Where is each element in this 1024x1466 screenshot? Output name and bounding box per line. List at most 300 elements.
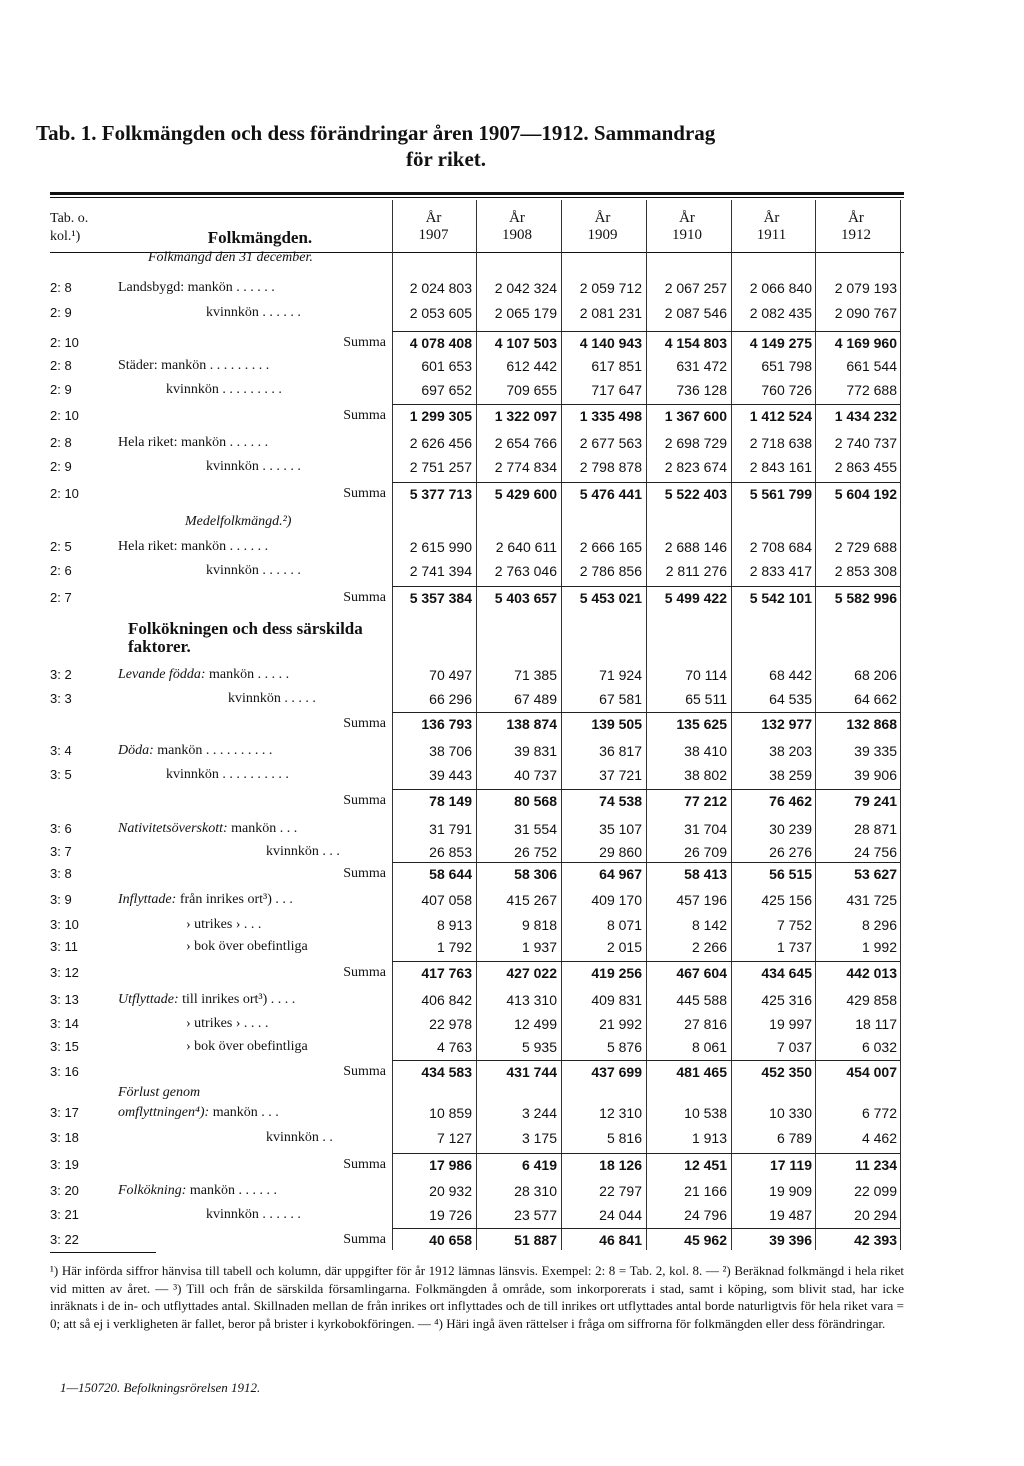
value-cell: 2 751 257 <box>409 459 472 475</box>
value-cell: 66 296 <box>429 691 472 707</box>
row-label-italic: Levande födda: <box>118 667 206 682</box>
value-cell: 2 708 684 <box>749 539 812 555</box>
value-cell: 36 817 <box>599 743 642 759</box>
value-cell: 64 535 <box>769 691 812 707</box>
summa-label: Summa <box>343 793 386 808</box>
row-label-italic: Inflyttade: <box>118 892 177 907</box>
value-cell: 2 640 611 <box>495 539 557 555</box>
value-cell: 74 538 <box>599 793 642 809</box>
value-cell: 1 913 <box>691 1130 727 1146</box>
value-cell: 4 140 943 <box>579 335 642 351</box>
value-cell: 1 322 097 <box>494 408 557 424</box>
value-cell: 5 522 403 <box>664 486 727 502</box>
value-cell: 413 310 <box>506 992 557 1008</box>
value-cell: 76 462 <box>769 793 812 809</box>
value-cell: 58 306 <box>514 866 557 882</box>
value-cell: 454 007 <box>846 1064 897 1080</box>
value-cell: 39 443 <box>429 767 472 783</box>
value-cell: 136 793 <box>421 716 472 732</box>
value-cell: 434 583 <box>421 1064 472 1080</box>
value-cell: 5 453 021 <box>579 590 642 606</box>
value-cell: 429 858 <box>846 992 897 1008</box>
value-cell: 2 654 766 <box>494 435 557 451</box>
value-cell: 38 203 <box>769 743 812 759</box>
value-cell: 4 763 <box>436 1039 472 1055</box>
value-cell: 8 296 <box>861 917 897 933</box>
value-cell: 2 015 <box>606 939 642 955</box>
section-heading: Folkökningen och dess särskilda faktorer. <box>128 619 363 656</box>
value-cell: 2 741 394 <box>409 563 472 579</box>
row-label: › utrikes › . . . <box>186 917 262 932</box>
value-cell: 617 851 <box>591 358 642 374</box>
value-cell: 2 763 046 <box>494 563 557 579</box>
value-cell: 78 149 <box>429 793 472 809</box>
value-cell: 58 644 <box>429 866 472 882</box>
value-cell: 71 385 <box>514 667 557 683</box>
summa-label: Summa <box>343 1157 386 1172</box>
kol-ref: 3: 7 <box>50 844 72 859</box>
value-cell: 2 053 605 <box>409 305 472 321</box>
row-label-rest: mankön . . . . . . <box>186 1183 278 1198</box>
year-header-1912 <box>815 210 897 244</box>
value-cell: 427 022 <box>506 965 557 981</box>
row-label: Hela riket: mankön . . . . . . <box>118 435 269 450</box>
value-cell: 38 410 <box>684 743 727 759</box>
value-cell: 65 511 <box>685 691 727 707</box>
year-header-1907 <box>395 210 472 244</box>
value-cell: 2 067 257 <box>664 280 727 296</box>
value-cell: 409 170 <box>591 892 642 908</box>
folkmangden-header: Folkmängden. <box>207 228 313 247</box>
value-cell: 736 128 <box>676 382 727 398</box>
value-cell: 18 126 <box>599 1157 642 1173</box>
value-cell: 5 816 <box>606 1130 642 1146</box>
row-label: › utrikes › . . . . <box>186 1016 269 1031</box>
value-cell: 2 081 231 <box>579 305 642 321</box>
kol-ref: 2: 9 <box>50 459 72 474</box>
row-label <box>118 740 388 762</box>
row-label-italic: Utflyttade: <box>118 992 179 1007</box>
value-cell: 18 117 <box>855 1016 897 1032</box>
value-cell: 612 442 <box>506 358 557 374</box>
value-cell: 4 107 503 <box>494 335 557 351</box>
value-cell: 56 515 <box>769 866 812 882</box>
value-cell: 12 451 <box>684 1157 727 1173</box>
value-cell: 70 497 <box>429 667 472 683</box>
value-cell: 11 234 <box>854 1157 897 1173</box>
value-cell: 1 792 <box>436 939 472 955</box>
value-cell: 6 419 <box>521 1157 557 1173</box>
value-cell: 5 935 <box>521 1039 557 1055</box>
value-cell: 2 729 688 <box>834 539 897 555</box>
row-label <box>118 1102 388 1124</box>
value-cell: 457 196 <box>676 892 727 908</box>
kol-ref: 3: 15 <box>50 1039 79 1054</box>
kol-ref: 3: 9 <box>50 892 72 907</box>
value-cell: 19 909 <box>769 1183 812 1199</box>
value-cell: 661 544 <box>846 358 897 374</box>
value-cell: 132 977 <box>761 716 812 732</box>
summa-label: Summa <box>343 590 386 605</box>
row-label: kvinnkön . . . . . . <box>206 305 301 320</box>
value-cell: 434 645 <box>761 965 812 981</box>
value-cell: 601 653 <box>421 358 472 374</box>
value-cell: 2 024 803 <box>409 280 472 296</box>
kol-ref: 3: 10 <box>50 917 79 932</box>
value-cell: 21 992 <box>599 1016 642 1032</box>
kol-ref: 3: 18 <box>50 1130 79 1145</box>
value-cell: 407 058 <box>421 892 472 908</box>
value-cell: 24 044 <box>599 1207 642 1223</box>
year-header-ar-label: År <box>509 210 525 226</box>
summa-label: Summa <box>343 1232 386 1247</box>
kol-ref: 2: 10 <box>50 335 79 350</box>
value-cell: 2 666 165 <box>579 539 642 555</box>
value-cell: 419 256 <box>591 965 642 981</box>
value-cell: 409 831 <box>591 992 642 1008</box>
value-cell: 39 396 <box>769 1232 812 1248</box>
value-cell: 38 259 <box>769 767 812 783</box>
value-cell: 5 542 101 <box>749 590 812 606</box>
row-label: Landsbygd: mankön . . . . . . <box>118 280 275 295</box>
row-label: Folkmängd den 31 december. <box>148 250 313 265</box>
value-cell: 19 726 <box>429 1207 472 1223</box>
summa-rule <box>392 404 900 405</box>
value-cell: 2 066 840 <box>749 280 812 296</box>
kol-ref: 2: 9 <box>50 382 72 397</box>
row-label-italic: omflyttningen⁴): <box>118 1105 210 1120</box>
kol-ref: 2: 9 <box>50 305 72 320</box>
kol-ref: 3: 21 <box>50 1207 79 1222</box>
kol-ref: 2: 10 <box>50 408 79 423</box>
summa-label: Summa <box>343 335 386 350</box>
imprint: 1—150720. Befolkningsrörelsen 1912. <box>60 1380 261 1395</box>
value-cell: 17 119 <box>769 1157 812 1173</box>
value-cell: 51 887 <box>514 1232 557 1248</box>
row-label <box>118 818 388 840</box>
value-cell: 35 107 <box>599 821 642 837</box>
value-cell: 2 833 417 <box>749 563 812 579</box>
year-header-1908 <box>477 210 557 244</box>
value-cell: 481 465 <box>676 1064 727 1080</box>
header-top-rule <box>50 192 904 195</box>
value-cell: 28 871 <box>854 821 897 837</box>
year-header-ar-label: År <box>425 210 442 226</box>
value-cell: 67 489 <box>514 691 557 707</box>
kol-ref: 3: 20 <box>50 1183 79 1198</box>
row-label: kvinnkön . . . . . . . . . . <box>166 767 289 782</box>
row-label-italic: Nativitetsöverskott: <box>118 821 228 836</box>
value-cell: 2 786 856 <box>579 563 642 579</box>
value-cell: 2 079 193 <box>834 280 897 296</box>
column-divider <box>392 200 393 1250</box>
value-cell: 9 818 <box>521 917 557 933</box>
row-label: kvinnkön . . <box>266 1130 333 1145</box>
value-cell: 39 906 <box>854 767 897 783</box>
value-cell: 2 059 712 <box>579 280 642 296</box>
value-cell: 2 087 546 <box>664 305 727 321</box>
value-cell: 26 853 <box>429 844 472 860</box>
row-label <box>118 664 388 686</box>
kol-header: Tab. o. kol.¹) <box>50 211 89 244</box>
value-cell: 8 071 <box>606 917 642 933</box>
kol-ref: 3: 8 <box>50 866 72 881</box>
value-cell: 717 647 <box>591 382 642 398</box>
value-cell: 1 367 600 <box>664 408 727 424</box>
row-label: › bok över obefintliga <box>186 1039 308 1054</box>
value-cell: 697 652 <box>421 382 472 398</box>
value-cell: 651 798 <box>761 358 812 374</box>
value-cell: 17 986 <box>429 1157 472 1173</box>
row-label-rest: till inrikes ort³) . . . . <box>178 992 296 1007</box>
summa-rule <box>392 482 900 483</box>
header-top-rule-thin <box>50 197 904 198</box>
year-header-value: 1910 <box>672 227 702 243</box>
row-label-italic: Döda: <box>118 743 154 758</box>
summa-rule <box>392 789 900 790</box>
value-cell: 29 860 <box>599 844 642 860</box>
summa-label: Summa <box>343 866 386 881</box>
value-cell: 1 992 <box>861 939 897 955</box>
value-cell: 26 276 <box>769 844 812 860</box>
value-cell: 5 357 384 <box>409 590 472 606</box>
row-label-rest: från inrikes ort³) . . . <box>176 892 293 907</box>
value-cell: 5 403 657 <box>494 590 557 606</box>
value-cell: 19 997 <box>769 1016 812 1032</box>
row-label: › bok över obefintliga <box>186 939 308 954</box>
value-cell: 4 149 275 <box>749 335 812 351</box>
value-cell: 28 310 <box>514 1183 557 1199</box>
summa-label: Summa <box>343 1064 386 1079</box>
kol-ref: 2: 6 <box>50 563 72 578</box>
kol-ref: 3: 14 <box>50 1016 79 1031</box>
year-header-1911 <box>731 210 812 244</box>
summa-rule <box>392 1153 900 1154</box>
year-header-value: 1911 <box>756 227 787 243</box>
value-cell: 3 175 <box>521 1130 557 1146</box>
row-label: Medelfolkmängd.²) <box>185 514 292 529</box>
value-cell: 40 658 <box>429 1232 472 1248</box>
value-cell: 2 853 308 <box>834 563 897 579</box>
value-cell: 425 316 <box>761 992 812 1008</box>
value-cell: 5 604 192 <box>834 486 897 502</box>
value-cell: 1 434 232 <box>834 408 897 424</box>
value-cell: 31 791 <box>429 821 472 837</box>
summa-label: Summa <box>343 716 386 731</box>
value-cell: 26 752 <box>514 844 557 860</box>
value-cell: 8 913 <box>436 917 472 933</box>
summa-label: Summa <box>343 486 386 501</box>
value-cell: 31 704 <box>684 821 727 837</box>
value-cell: 21 166 <box>684 1183 727 1199</box>
value-cell: 2 718 638 <box>749 435 812 451</box>
value-cell: 27 816 <box>684 1016 727 1032</box>
value-cell: 79 241 <box>854 793 897 809</box>
value-cell: 58 413 <box>684 866 727 882</box>
value-cell: 431 725 <box>846 892 897 908</box>
row-label: kvinnkön . . . . . . . . . <box>166 382 282 397</box>
kol-ref: 3: 4 <box>50 743 72 758</box>
row-label: kvinnkön . . . . . . <box>206 1207 301 1222</box>
row-label: Hela riket: mankön . . . . . . <box>118 539 269 554</box>
value-cell: 42 393 <box>854 1232 897 1248</box>
summa-label: Summa <box>343 408 386 423</box>
value-cell: 417 763 <box>421 965 472 981</box>
kol-ref: 3: 11 <box>50 939 78 954</box>
column-divider <box>561 200 562 1250</box>
value-cell: 2 863 455 <box>834 459 897 475</box>
kol-ref: 2: 10 <box>50 486 79 501</box>
summa-rule <box>392 331 900 332</box>
title-line-2: för riket. <box>405 147 487 171</box>
value-cell: 68 442 <box>769 667 812 683</box>
summa-rule <box>392 1228 900 1229</box>
value-cell: 135 625 <box>676 716 727 732</box>
kol-ref: 3: 5 <box>50 767 72 782</box>
row-label: kvinnkön . . . . . . <box>206 459 301 474</box>
value-cell: 8 061 <box>691 1039 727 1055</box>
kol-ref: 2: 7 <box>50 590 72 605</box>
value-cell: 2 823 674 <box>664 459 727 475</box>
value-cell: 1 299 305 <box>409 408 472 424</box>
value-cell: 1 737 <box>776 939 812 955</box>
value-cell: 2 688 146 <box>664 539 727 555</box>
year-header-ar-label: År <box>679 210 695 226</box>
year-header-value: 1907 <box>418 227 449 243</box>
kol-ref: 3: 2 <box>50 667 72 682</box>
kol-ref: 3: 19 <box>50 1157 79 1172</box>
summa-rule <box>392 862 900 863</box>
kol-ref: 3: 22 <box>50 1232 79 1247</box>
value-cell: 6 789 <box>776 1130 812 1146</box>
value-cell: 467 604 <box>676 965 727 981</box>
value-cell: 1 412 524 <box>749 408 812 424</box>
value-cell: 132 868 <box>846 716 897 732</box>
value-cell: 425 156 <box>761 892 812 908</box>
summa-rule <box>392 1060 900 1061</box>
value-cell: 10 859 <box>429 1105 472 1121</box>
row-label <box>118 989 388 1011</box>
kol-ref: 3: 17 <box>50 1105 79 1120</box>
kol-ref: 2: 8 <box>50 280 72 295</box>
value-cell: 406 842 <box>421 992 472 1008</box>
value-cell: 22 099 <box>854 1183 897 1199</box>
value-cell: 709 655 <box>506 382 557 398</box>
value-cell: 2 774 834 <box>494 459 557 475</box>
row-label-rest: mankön . . . . . . . . . . <box>153 743 273 758</box>
value-cell: 4 154 803 <box>664 335 727 351</box>
value-cell: 5 476 441 <box>579 486 642 502</box>
kol-ref: 2: 8 <box>50 358 72 373</box>
footnotes: ¹) Här införda siffror hänvisa till tabell och kolumn, där uppgifter för år 1912 lämnas länsvis. Exempel: 2: 8 = Tab. 2, kol. 8. — ²) Beräknad folkmängd i hela riket vid mitten av året. — ³) Till och från de särskilda församlingarna. Folkmängden å område, som inkorporerats i stad, samt i köping, som blivit stad, har icke inräknats i de in- och utflyttades antal. Skillnaden mellan de från inrikes ort inflyttades och de till inrikes ort utflyttades antal borde naturligtvis för hela riket vara = 0; att så ej i verkligheten är fallet, beror på brister i kyrkobokföringen. — ⁴) Häri ingå även rättelser i fråga om siffrorna för folkmängden eller dess förändringar. <box>50 1263 904 1331</box>
summa-rule <box>392 961 900 962</box>
kol-ref: 3: 6 <box>50 821 72 836</box>
value-cell: 2 082 435 <box>749 305 812 321</box>
value-cell: 5 876 <box>606 1039 642 1055</box>
value-cell: 139 505 <box>591 716 642 732</box>
value-cell: 46 841 <box>599 1232 642 1248</box>
value-cell: 37 721 <box>599 767 642 783</box>
value-cell: 2 698 729 <box>664 435 727 451</box>
kol-ref: 2: 5 <box>50 539 72 554</box>
row-label-rest: mankön . . . <box>209 1105 279 1120</box>
value-cell: 5 499 422 <box>664 590 727 606</box>
row-label-italic: Folkökning: <box>118 1183 187 1198</box>
value-cell: 7 752 <box>776 917 812 933</box>
value-cell: 10 330 <box>769 1105 812 1121</box>
value-cell: 1 335 498 <box>579 408 642 424</box>
footnote-rule <box>50 1252 156 1253</box>
value-cell: 31 554 <box>514 821 557 837</box>
value-cell: 22 978 <box>429 1016 472 1032</box>
value-cell: 138 874 <box>506 716 557 732</box>
value-cell: 631 472 <box>676 358 727 374</box>
value-cell: 40 737 <box>514 767 557 783</box>
year-header-value: 1908 <box>502 227 532 243</box>
value-cell: 12 310 <box>599 1105 642 1121</box>
kol-ref: 2: 8 <box>50 435 72 450</box>
row-label <box>118 1180 388 1202</box>
value-cell: 20 294 <box>854 1207 897 1223</box>
value-cell: 5 582 996 <box>834 590 897 606</box>
summa-rule <box>392 586 900 587</box>
year-header-1910 <box>647 210 727 244</box>
row-label: kvinnkön . . . <box>266 844 340 859</box>
summa-label: Summa <box>343 965 386 980</box>
value-cell: 10 538 <box>684 1105 727 1121</box>
value-cell: 2 843 161 <box>749 459 812 475</box>
value-cell: 30 239 <box>769 821 812 837</box>
row-label: Städer: mankön . . . . . . . . . <box>118 358 270 373</box>
value-cell: 39 335 <box>854 743 897 759</box>
value-cell: 70 114 <box>685 667 727 683</box>
value-cell: 772 688 <box>846 382 897 398</box>
value-cell: 7 127 <box>436 1130 472 1146</box>
year-header-value: 1909 <box>587 227 618 243</box>
value-cell: 2 042 324 <box>494 280 557 296</box>
value-cell: 6 772 <box>861 1105 897 1121</box>
value-cell: 7 037 <box>776 1039 812 1055</box>
value-cell: 442 013 <box>846 965 897 981</box>
value-cell: 2 811 276 <box>665 563 727 579</box>
value-cell: 2 740 737 <box>834 435 897 451</box>
kol-ref: 3: 13 <box>50 992 79 1007</box>
year-header-1909 <box>563 210 642 244</box>
year-header-value: 1912 <box>841 227 871 243</box>
value-cell: 452 350 <box>761 1064 812 1080</box>
value-cell: 19 487 <box>769 1207 812 1223</box>
value-cell: 2 798 878 <box>579 459 642 475</box>
value-cell: 77 212 <box>684 793 727 809</box>
value-cell: 68 206 <box>854 667 897 683</box>
value-cell: 71 924 <box>599 667 642 683</box>
value-cell: 26 709 <box>684 844 727 860</box>
value-cell: 4 078 408 <box>409 335 472 351</box>
value-cell: 8 142 <box>691 917 727 933</box>
value-cell: 38 802 <box>684 767 727 783</box>
summa-rule <box>392 712 900 713</box>
forlust-heading: Förlust genom <box>118 1085 201 1100</box>
value-cell: 23 577 <box>514 1207 557 1223</box>
value-cell: 1 937 <box>521 939 557 955</box>
column-divider <box>900 200 901 1250</box>
value-cell: 2 065 179 <box>494 305 557 321</box>
value-cell: 5 377 713 <box>409 486 472 502</box>
value-cell: 12 499 <box>514 1016 557 1032</box>
value-cell: 53 627 <box>854 866 897 882</box>
row-label: kvinnkön . . . . . . <box>206 563 301 578</box>
value-cell: 2 615 990 <box>409 539 472 555</box>
